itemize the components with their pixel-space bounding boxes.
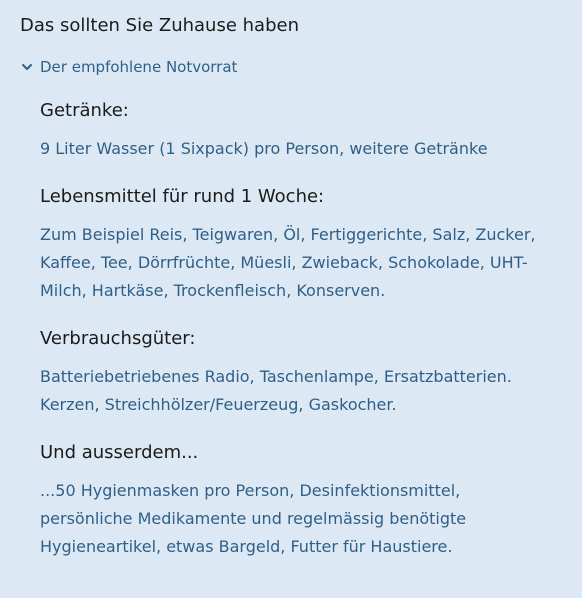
section-text — [40, 221, 580, 305]
text-line: 9 Liter Wasser (1 Sixpack) pro Person, weitere Getränke — [40, 139, 488, 158]
section-getraenke — [40, 99, 582, 163]
text-line: Kaffee, Tee, Dörrfrüchte, Müesli, Zwieback, Schokolade, UHT- — [40, 253, 528, 272]
chevron-down-icon — [20, 60, 34, 74]
page-title: Das sollten Sie Zuhause haben — [20, 15, 299, 36]
section-heading: Und ausserdem... — [40, 442, 199, 463]
accordion-toggle-notvorrat[interactable] — [20, 57, 582, 77]
accordion-label: Der empfohlene Notvorrat — [40, 58, 238, 76]
text-line: Zum Beispiel Reis, Teigwaren, Öl, Fertiggerichte, Salz, Zucker, — [40, 225, 536, 244]
text-line: Milch, Hartkäse, Trockenfleisch, Konserven. — [40, 281, 386, 300]
section-ausserdem — [40, 441, 582, 561]
section-heading: Verbrauchsgüter: — [40, 328, 196, 349]
section-text — [40, 363, 580, 419]
section-lebensmittel — [40, 185, 582, 305]
section-heading: Lebensmittel für rund 1 Woche: — [40, 186, 325, 207]
section-heading: Getränke: — [40, 100, 129, 121]
text-line: Hygieneartikel, etwas Bargeld, Futter für Haustiere. — [40, 537, 453, 556]
text-line: persönliche Medikamente und regelmässig benötigte — [40, 509, 467, 528]
accordion-content — [20, 99, 582, 561]
text-line: Kerzen, Streichhölzer/Feuerzeug, Gaskocher. — [40, 395, 397, 414]
section-verbrauchsgueter — [40, 327, 582, 419]
text-line: Batteriebetriebenes Radio, Taschenlampe, Ersatzbatterien. — [40, 367, 512, 386]
section-text — [40, 477, 580, 561]
text-line: ...50 Hygienmasken pro Person, Desinfektionsmittel, — [40, 481, 461, 500]
section-text — [40, 135, 580, 163]
